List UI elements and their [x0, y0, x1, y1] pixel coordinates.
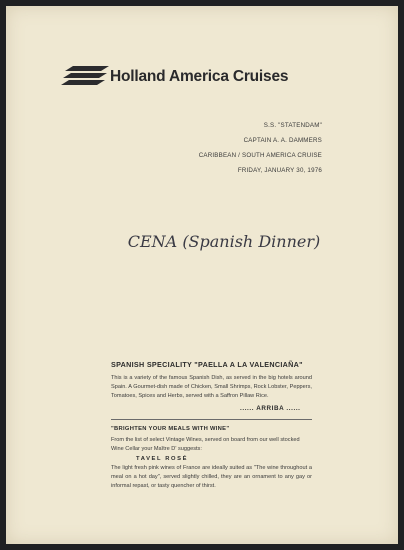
three-stripes-logo-icon [61, 64, 111, 88]
section-divider [111, 419, 312, 420]
voyage-info [199, 118, 322, 178]
menu-title: CENA (Spanish Dinner) [127, 232, 321, 251]
menu-date: FRIDAY, JANUARY 30, 1976 [237, 167, 322, 174]
wine-name: TAVEL ROSÉ [136, 456, 189, 462]
speciality-signoff: ...... ARRIBA ...... [240, 405, 301, 412]
captain-name: CAPTAIN A. A. DAMMERS [243, 137, 322, 144]
wine-heading: "BRIGHTEN YOUR MEALS WITH WINE" [111, 426, 230, 432]
ship-name: S.S. "STATENDAM" [263, 122, 322, 129]
cruise-name: CARIBBEAN / SOUTH AMERICA CRUISE [198, 152, 322, 159]
wine-description: The light fresh pink wines of France are ideally suited as "The wine throughout a meal on a hot day", served slightly chilled, they are an ornament to any gay or informal repast, or tasty quencher of thirst. [111, 465, 312, 489]
brand-name: Holland America Cruises [110, 68, 289, 85]
wine-intro: From the list of select Vintage Wines, served on board from our well stocked Wine Cellar your Maître D' suggests: [111, 437, 300, 452]
speciality-heading: SPANISH SPECIALITY "PAELLA A LA VALENCIAÑA" [111, 360, 303, 369]
speciality-description: This is a variety of the famous Spanish Dish, as served in the big hotels around Spain. A Gourmet-dish made of Chicken, Small Shrimps, Rock Lobster, Peppers, Tomatoes, Spices and Herbs, served with a Saffron Pillaw Rice. [111, 375, 312, 400]
